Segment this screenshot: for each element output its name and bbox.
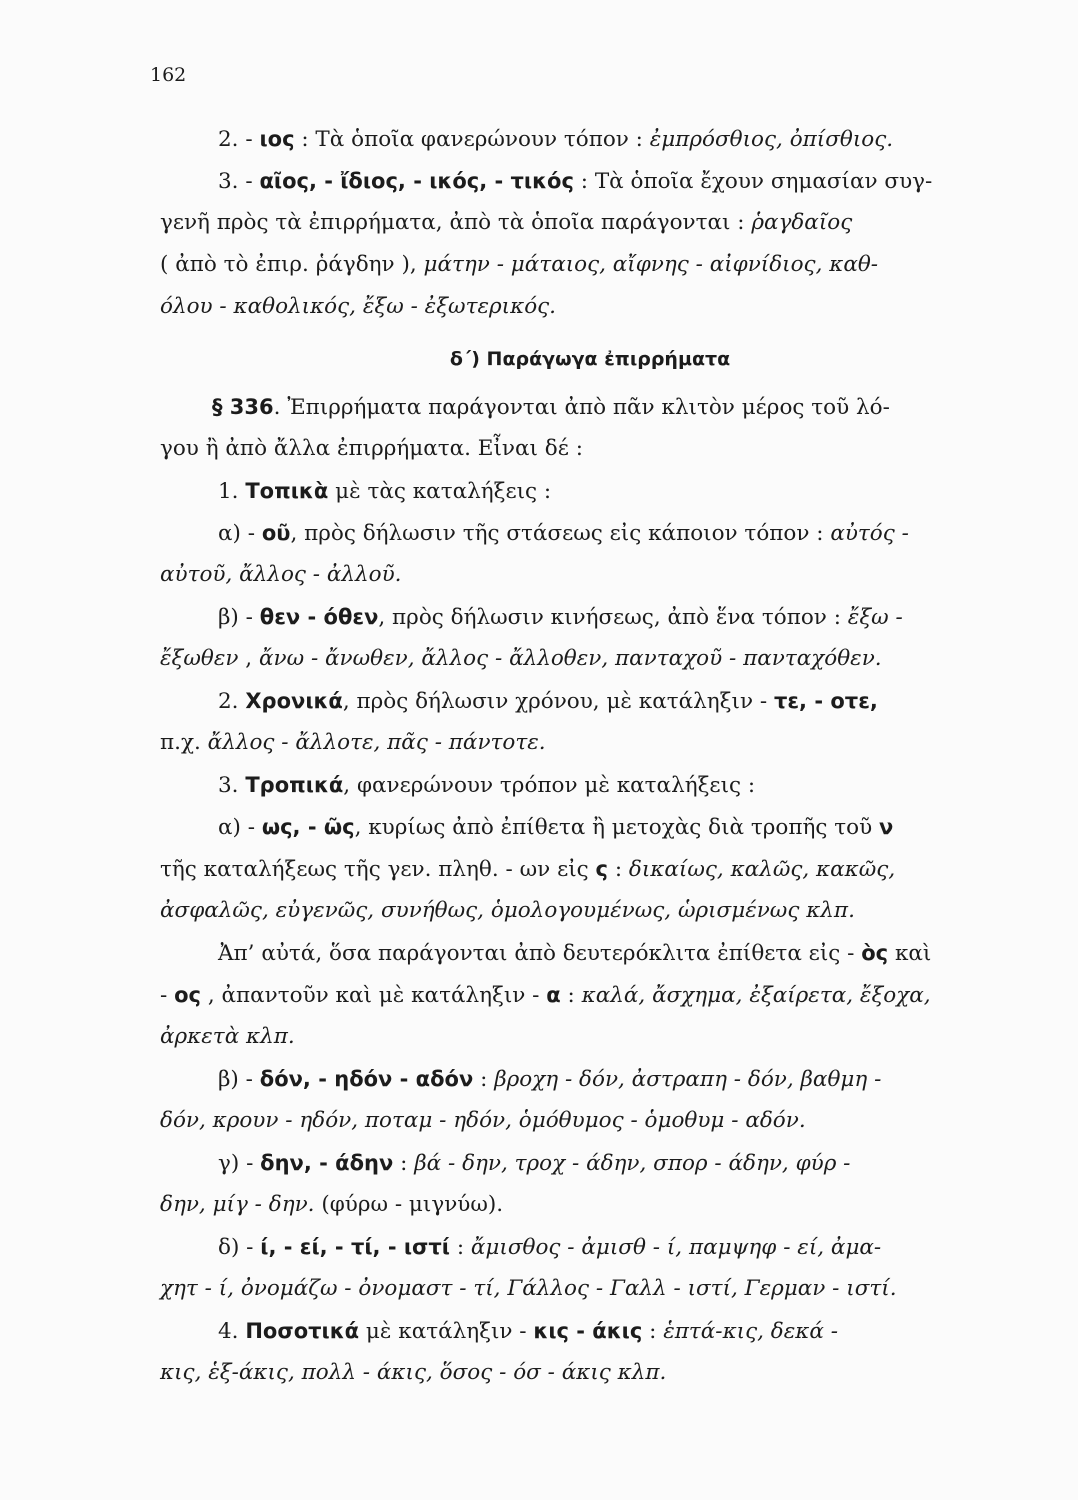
paragraph-ap-auta: Ἀπ’ αὐτά, ὅσα παράγονται ἀπὸ δευτερόκλιτα ἐπίθετα εἰς - ὸς καὶ - ος , ἀπαντοῦν καὶ μὲ κατάληξιν - α : καλά, ἄσχημα, ἐξαίρετα, ἔξοχα, ἀρκετὰ κλπ. [160,941,932,1049]
suffix: ιος [259,127,295,151]
page-body [160,118,1020,1394]
item-3a: α) - ως, - ῶς, κυρίως ἀπὸ ἐπίθετα ἢ μετοχὰς διὰ τροπῆς τοῦ ν τῆς καταλήξεως τῆς γεν. πληθ. - ων εἰς ς : δικαίως, καλῶς, κακῶς, ἀσφαλῶς, εὐγενῶς, συνήθως, ὁμολογουμένως, ὡρισμένως κλπ. [160,815,896,923]
paragraph-336: § 336. Ἐπιρρήματα παράγονται ἀπὸ πᾶν κλιτὸν μέρος τοῦ λό- γου ἢ ἀπὸ ἄλλα ἐπιρρήματα. Εἶναι δέ : [160,395,890,461]
paragraph-ios: 2. - ιος : Τὰ ὁποῖα φανερώνουν τόπον : ἐμπρόσθιος, ὀπίσθιος. [218,127,894,152]
section-number: § 336 [212,395,274,419]
paragraph-aios: 3. - αῖος, - ἴδιος, - ικός, - τικός : Τὰ ὁποῖα ἔχουν σημασίαν συγ- γενῆ πρὸς τὰ ἐπιρρήματα, ἀπὸ τὰ ὁποῖα παράγονται : ῥαγδαῖος ( ἀπὸ τὸ ἐπιρ. ῥάγδην ), μάτην - μάταιος, αἴφνης - αἰφνίδιος, καθ- όλου - καθολικός, ἔξω - ἐξωτερικός. [160,169,933,319]
item-posotika: 4. Ποσοτικά μὲ κατάληξιν - κις - άκις : ἑπτά-κις, δεκά - κις, ἑξ-άκις, πολλ - άκις, ὅσος - όσ - άκις κλπ. [160,1319,839,1385]
item-chronika: 2. Χρονικά, πρὸς δήλωσιν χρόνου, μὲ κατάληξιν - τε, - οτε, π.χ. ἄλλος - ἄλλοτε, πᾶς - πάντοτε. [160,689,878,755]
item-1a: α) - οῦ, πρὸς δήλωσιν τῆς στάσεως εἰς κάποιον τόπον : αὐτός - αὐτοῦ, ἄλλος - ἀλλοῦ. [160,521,909,587]
item-tropika: 3. Τροπικά, φανερώνουν τρόπον μὲ καταλήξεις : [218,773,756,798]
examples: ἐμπρόσθιος, ὀπίσθιος. [649,127,894,152]
page-number: 162 [150,64,187,86]
item-1b: β) - θεν - όθεν, πρὸς δήλωσιν κινήσεως, ἀπὸ ἕνα τόπον : ἔξω - ἔξωθεν , ἄνω - ἄνωθεν, ἄλλος - ἄλλοθεν, πανταχοῦ - πανταχόθεν. [160,605,903,671]
item-3d: δ) - ί, - εί, - τί, - ιστί : ἄμισθος - ἀμισθ - ί, παμψηφ - εί, ἀμα- χητ - ί, ὀνομάζω - ὀνομαστ - τί, Γάλλος - Γαλλ - ιστί, Γερμαν - ιστί. [160,1235,897,1301]
item-3g: γ) - δην, - άδην : βά - δην, τροχ - άδην, σπορ - άδην, φύρ - δην, μίγ - δην. (φύρω - μιγνύω). [160,1151,851,1217]
section-heading: δ΄) Παράγωγα ἐπιρρήματα [449,348,731,370]
suffix: αῖος, - ἴδιος, - ικός, - τικός [259,169,574,193]
item-topika: 1. Τοπικὰ μὲ τὰς καταλήξεις : [218,479,552,504]
item-3b: β) - δόν, - ηδόν - αδόν : βροχη - δόν, ἀστραπη - δόν, βαθμη - δόν, κρουν - ηδόν, ποταμ - ηδόν, ὁμόθυμος - ὁμοθυμ - αδόν. [160,1067,882,1133]
